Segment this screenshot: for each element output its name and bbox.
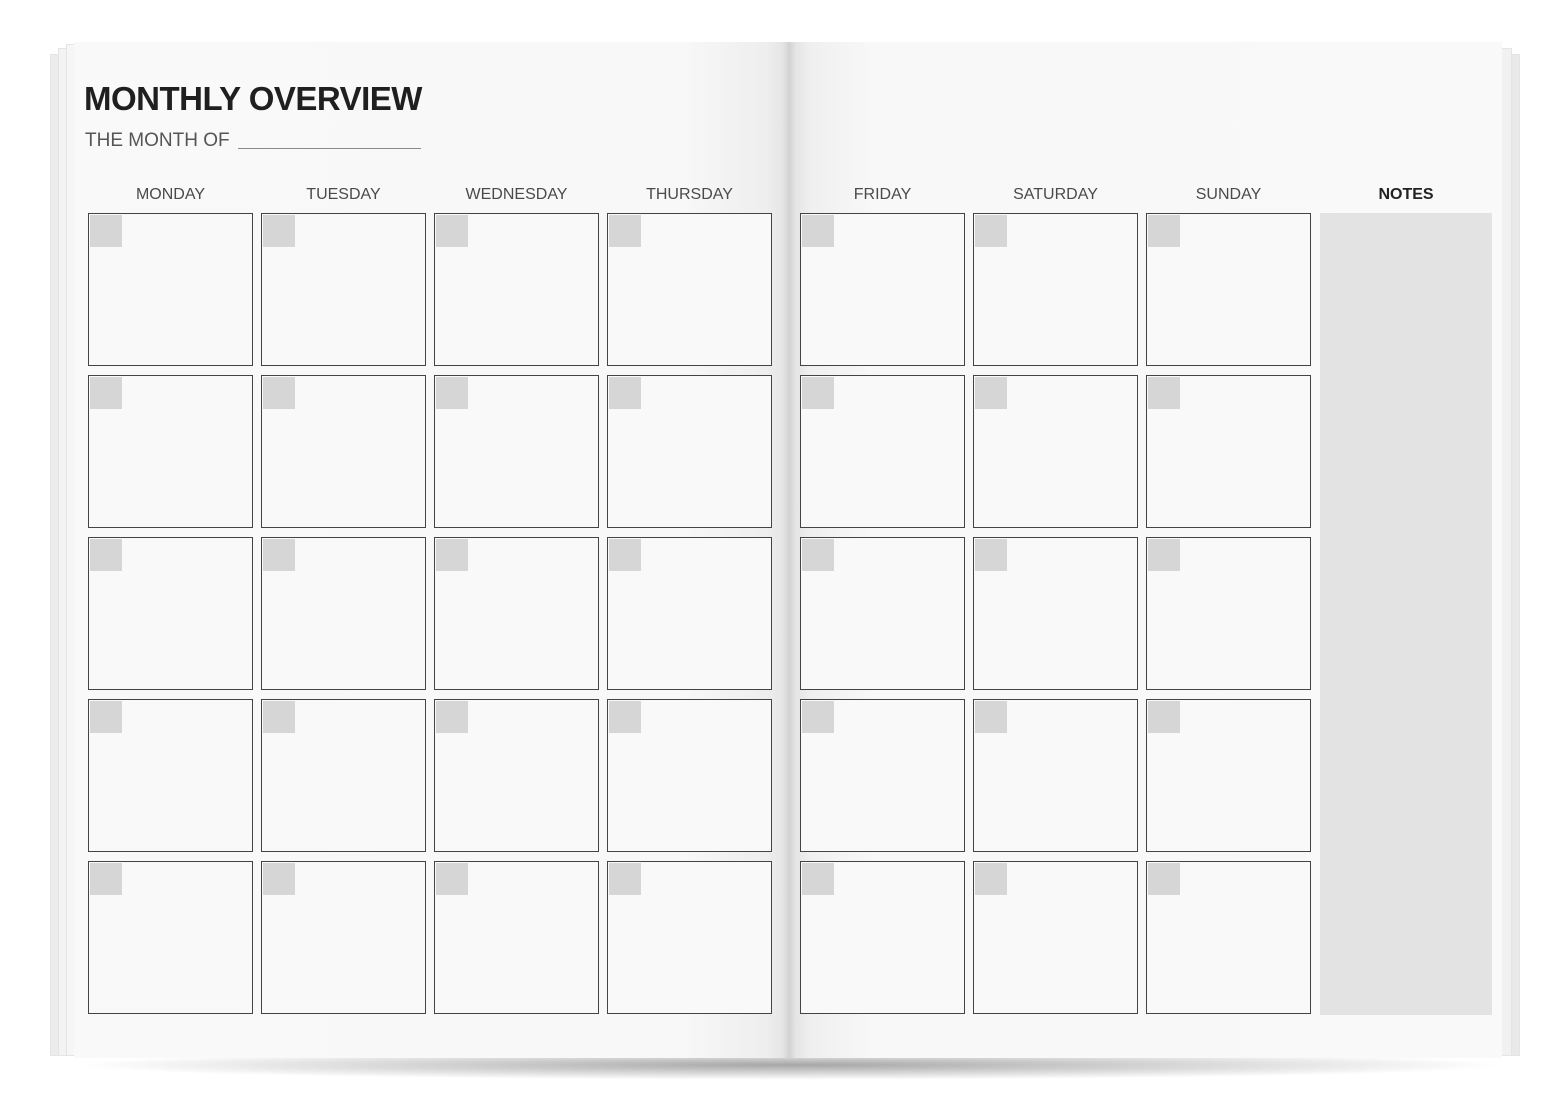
calendar-day-cell[interactable] [800, 537, 965, 690]
calendar-day-cell[interactable] [973, 375, 1138, 528]
calendar-day-cell[interactable] [607, 213, 772, 366]
date-number-box[interactable] [802, 701, 834, 733]
date-number-box[interactable] [90, 215, 122, 247]
calendar-day-cell[interactable] [800, 699, 965, 852]
calendar-day-cell[interactable] [434, 861, 599, 1014]
calendar-day-cell[interactable] [800, 213, 965, 366]
date-number-box[interactable] [90, 377, 122, 409]
calendar-day-cell[interactable] [607, 375, 772, 528]
date-number-box[interactable] [1148, 863, 1180, 895]
calendar-day-cell[interactable] [88, 375, 253, 528]
date-number-box[interactable] [263, 539, 295, 571]
calendar-day-cell[interactable] [973, 213, 1138, 366]
date-number-box[interactable] [1148, 215, 1180, 247]
date-number-box[interactable] [802, 539, 834, 571]
calendar-day-cell[interactable] [800, 375, 965, 528]
calendar-day-cell[interactable] [261, 861, 426, 1014]
calendar-day-cell[interactable] [973, 699, 1138, 852]
calendar-day-cell[interactable] [607, 699, 772, 852]
day-header-friday: FRIDAY [853, 186, 912, 203]
date-number-box[interactable] [263, 377, 295, 409]
date-number-box[interactable] [609, 377, 641, 409]
calendar-day-cell[interactable] [434, 537, 599, 690]
date-number-box[interactable] [802, 863, 834, 895]
calendar-day-cell[interactable] [88, 699, 253, 852]
date-number-box[interactable] [90, 539, 122, 571]
calendar-day-cell[interactable] [1146, 537, 1311, 690]
date-number-box[interactable] [975, 701, 1007, 733]
day-header-sunday: SUNDAY [1195, 186, 1262, 203]
month-write-line[interactable] [238, 148, 421, 149]
day-header-wednesday: WEDNESDAY [465, 186, 568, 203]
date-number-box[interactable] [1148, 377, 1180, 409]
calendar-day-cell[interactable] [973, 537, 1138, 690]
date-number-box[interactable] [975, 377, 1007, 409]
month-of-label: THE MONTH OF [85, 130, 230, 151]
calendar-day-cell[interactable] [434, 213, 599, 366]
date-number-box[interactable] [609, 863, 641, 895]
date-number-box[interactable] [263, 701, 295, 733]
notes-area[interactable] [1320, 213, 1492, 1015]
date-number-box[interactable] [436, 377, 468, 409]
date-number-box[interactable] [436, 701, 468, 733]
date-number-box[interactable] [90, 863, 122, 895]
book-spine [782, 42, 796, 1058]
day-header-saturday: SATURDAY [1013, 186, 1098, 203]
calendar-day-cell[interactable] [607, 537, 772, 690]
date-number-box[interactable] [609, 701, 641, 733]
date-number-box[interactable] [436, 863, 468, 895]
calendar-day-cell[interactable] [261, 375, 426, 528]
calendar-day-cell[interactable] [261, 537, 426, 690]
day-header-thursday: THURSDAY [646, 186, 733, 203]
date-number-box[interactable] [263, 215, 295, 247]
calendar-day-cell[interactable] [1146, 861, 1311, 1014]
calendar-day-cell[interactable] [1146, 375, 1311, 528]
calendar-day-cell[interactable] [607, 861, 772, 1014]
calendar-day-cell[interactable] [973, 861, 1138, 1014]
calendar-day-cell[interactable] [434, 375, 599, 528]
date-number-box[interactable] [263, 863, 295, 895]
notes-header: NOTES [1378, 186, 1434, 203]
date-number-box[interactable] [609, 539, 641, 571]
date-number-box[interactable] [975, 215, 1007, 247]
date-number-box[interactable] [90, 701, 122, 733]
date-number-box[interactable] [1148, 539, 1180, 571]
date-number-box[interactable] [1148, 701, 1180, 733]
day-header-tuesday: TUESDAY [306, 186, 381, 203]
page-title: MONTHLY OVERVIEW [84, 80, 422, 117]
calendar-day-cell[interactable] [1146, 213, 1311, 366]
date-number-box[interactable] [802, 215, 834, 247]
date-number-box[interactable] [802, 377, 834, 409]
date-number-box[interactable] [975, 539, 1007, 571]
calendar-day-cell[interactable] [88, 213, 253, 366]
calendar-day-cell[interactable] [88, 861, 253, 1014]
date-number-box[interactable] [436, 539, 468, 571]
calendar-day-cell[interactable] [261, 699, 426, 852]
calendar-day-cell[interactable] [800, 861, 965, 1014]
date-number-box[interactable] [436, 215, 468, 247]
calendar-day-cell[interactable] [434, 699, 599, 852]
day-header-monday: MONDAY [135, 186, 206, 203]
calendar-day-cell[interactable] [261, 213, 426, 366]
calendar-day-cell[interactable] [1146, 699, 1311, 852]
date-number-box[interactable] [609, 215, 641, 247]
calendar-day-cell[interactable] [88, 537, 253, 690]
date-number-box[interactable] [975, 863, 1007, 895]
